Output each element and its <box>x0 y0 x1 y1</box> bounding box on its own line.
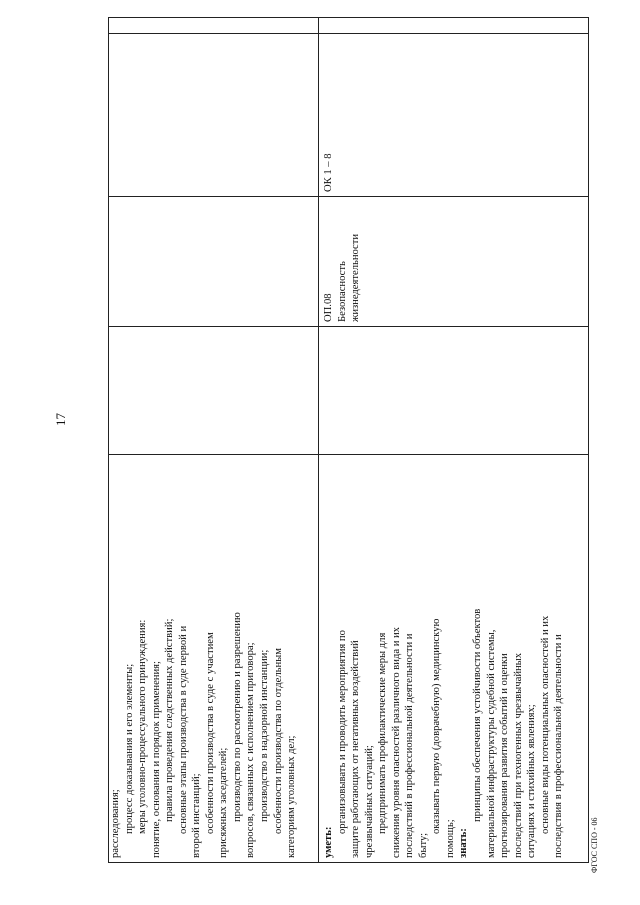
discipline-cell <box>319 197 589 327</box>
footer-label: ФГОС СПО - 06 <box>590 817 599 873</box>
empty-cell <box>109 197 319 327</box>
page-number: 17 <box>53 413 68 426</box>
text-line: присяжных заседателей; <box>218 747 230 858</box>
text-line: защите работающих от негативных воздействий <box>350 640 362 858</box>
empty-cell <box>109 34 319 197</box>
text-line: последствий в профессиональной деятельности и <box>404 633 416 858</box>
text-line: производство по рассмотрению и разрешению <box>231 612 243 822</box>
text-line: правила проведения следственных действий; <box>164 618 176 822</box>
text-line: материальной инфраструктуры судебной системы, <box>485 629 497 858</box>
text-line: чрезвычайных ситуаций; <box>363 745 375 858</box>
text-line: понятие, основания и порядок применения; <box>150 661 162 858</box>
text-line: меры уголовно-процессуального принуждения: <box>137 619 149 834</box>
text-line: оказывать первую (доврачебную) медицинскую <box>431 618 443 834</box>
table-row <box>109 18 319 863</box>
skills-knowledge-cell <box>319 455 589 863</box>
table-row <box>319 18 589 863</box>
text-line: основные этапы производства в суде первой и <box>177 625 189 834</box>
text-line: категориям уголовных дел; <box>286 735 298 858</box>
text-line: процесс доказывания и его элементы; <box>123 663 135 834</box>
skills-heading: уметь: <box>323 826 334 858</box>
knowledge-heading: знать: <box>458 828 470 858</box>
text-line: последствий при техногенных чрезвычайных <box>512 652 524 858</box>
text-line: основные виды потенциальных опасностей и их <box>539 615 551 834</box>
text-line: расследования; <box>110 789 121 858</box>
competencies-cell <box>109 18 319 34</box>
competency-table <box>108 17 589 863</box>
competency-codes: ОК 1 – 8 <box>323 153 334 192</box>
text-line: прогнозирования развития событий и оценки <box>499 653 511 858</box>
text-line: особенности производства в суде с участием <box>204 632 216 834</box>
empty-cell <box>109 327 319 455</box>
competencies-cell <box>319 34 589 197</box>
discipline-name: Безопасность жизнедеятельности <box>336 233 362 322</box>
knowledge-cell <box>109 455 319 863</box>
text-line: помощь; <box>444 819 456 858</box>
text-line: вопросов, связанных с исполнением приговора; <box>245 642 257 858</box>
text-line: ситуациях и стихийных явлениях; <box>526 704 538 858</box>
text-line: предпринимать профилактические меры для <box>377 632 389 834</box>
empty-cell <box>319 18 589 34</box>
empty-cell <box>319 327 589 455</box>
text-line: принципы обеспечения устойчивости объектов <box>472 608 484 822</box>
text-line: последствия в профессиональной деятельности и <box>553 634 565 858</box>
text-line: быту; <box>417 832 429 858</box>
text-line: особенности производства по отдельным <box>272 648 284 834</box>
text-line: снижения уровня опасностей различного вида и их <box>390 627 402 858</box>
discipline-code: ОП.08 <box>323 293 334 322</box>
text-line: производство в надзорной инстанции; <box>259 649 271 822</box>
text-line: организовывать и проводить мероприятия по <box>336 630 348 834</box>
table-page <box>108 18 588 863</box>
text-line: второй инстанций; <box>191 773 203 858</box>
